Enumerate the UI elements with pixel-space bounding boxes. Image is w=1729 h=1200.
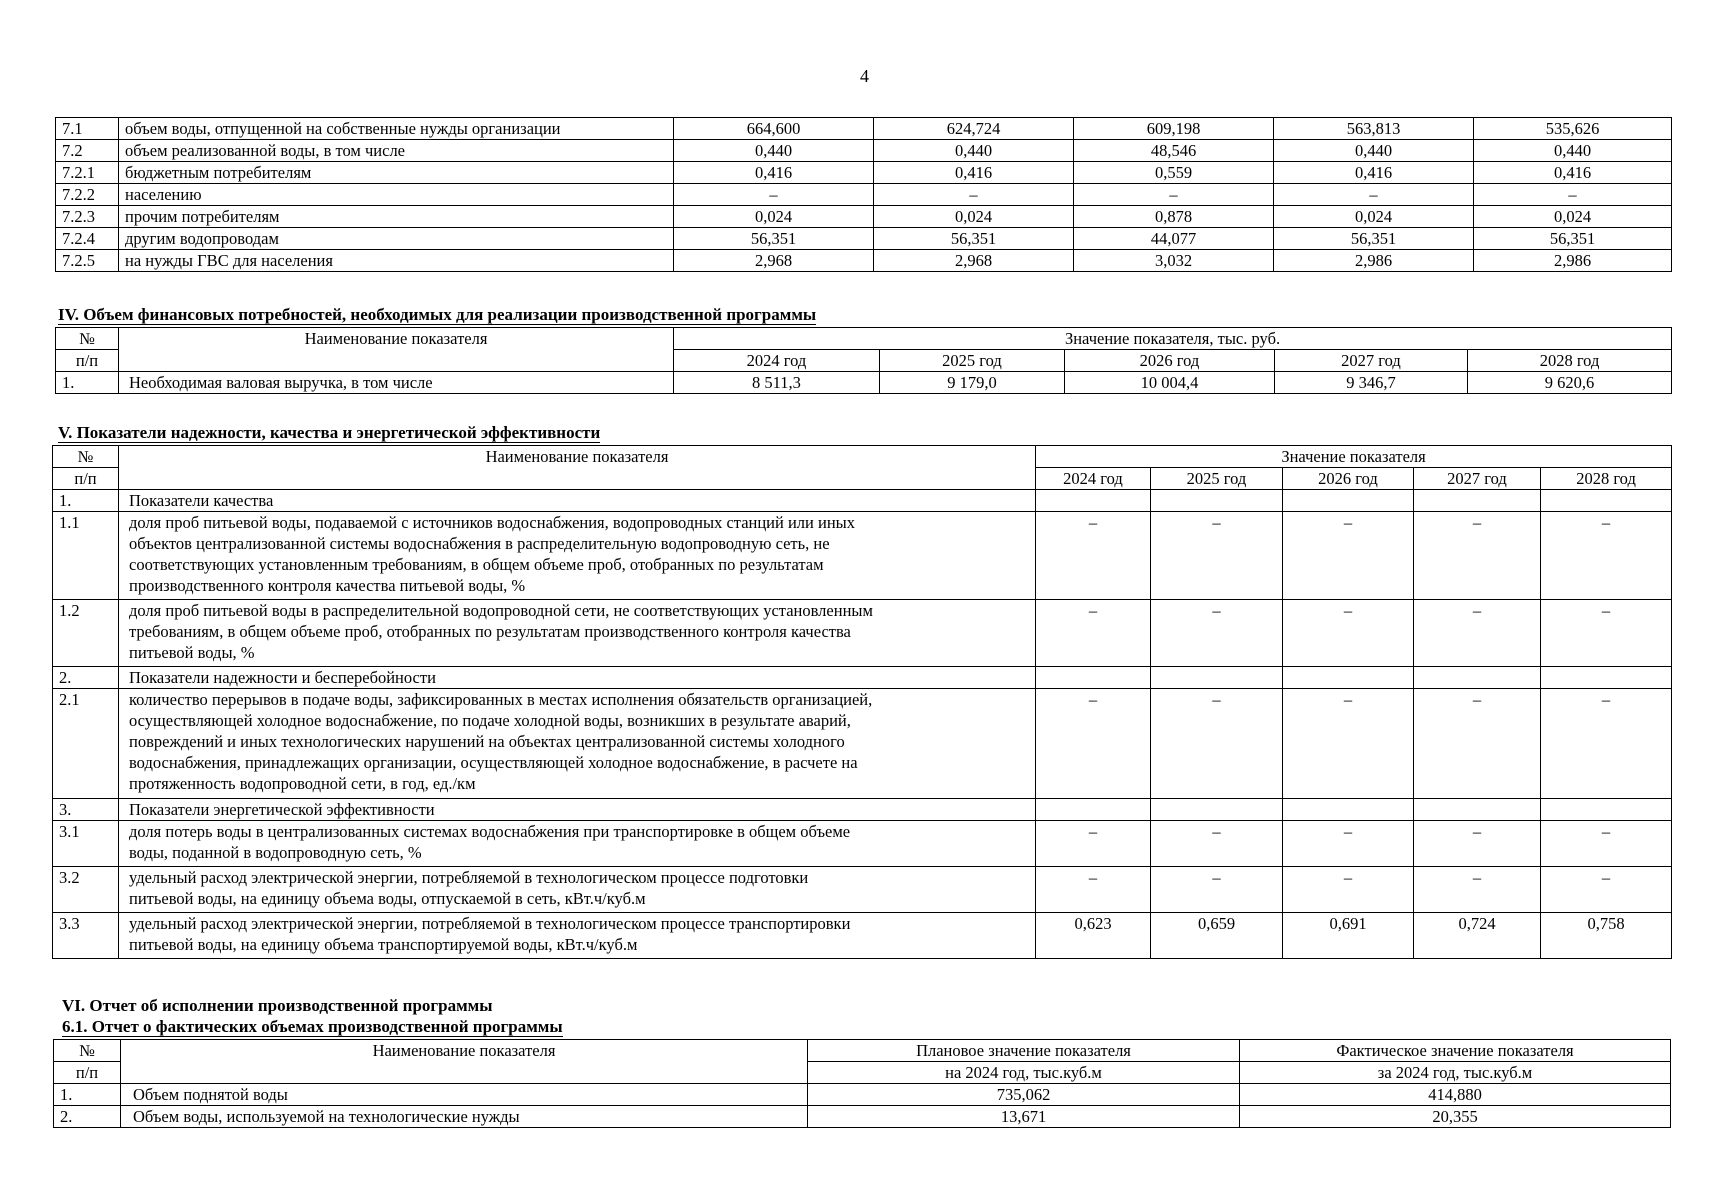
value-cell: –	[1036, 600, 1151, 667]
indicator-name: Объем воды, используемой на технологические нужды	[121, 1106, 808, 1128]
value-cell: –	[1283, 689, 1414, 799]
table-production-report	[53, 1039, 1671, 1128]
table-row	[56, 372, 1672, 394]
table-row	[56, 162, 1672, 184]
value-cell	[1414, 490, 1541, 512]
row-number: 2.1	[53, 689, 119, 799]
table-row	[53, 867, 1672, 913]
value-cell	[1283, 799, 1414, 821]
header-name: Наименование показателя	[119, 328, 674, 372]
row-number: 2.	[54, 1106, 121, 1128]
table-row	[56, 118, 1672, 140]
value-cell	[1283, 490, 1414, 512]
indicator-name: на нужды ГВС для населения	[119, 250, 674, 272]
indicator-name: другим водопроводам	[119, 228, 674, 250]
table-row	[54, 1084, 1671, 1106]
indicator-name: объем реализованной воды, в том числе	[119, 140, 674, 162]
indicator-name	[119, 799, 1036, 821]
value-cell: 44,077	[1074, 228, 1274, 250]
header-value: Значение показателя	[1036, 446, 1672, 468]
header-year: 2026 год	[1065, 350, 1275, 372]
value-cell: –	[1151, 512, 1283, 600]
table-row	[53, 913, 1672, 959]
indicator-name: объем воды, отпущенной на собственные нужды организации	[119, 118, 674, 140]
cell-text-line: доля проб питьевой воды, подаваемой с источников водоснабжения, водопроводных станций или иных	[129, 513, 855, 532]
header-year: 2027 год	[1275, 350, 1468, 372]
indicator-name: населению	[119, 184, 674, 206]
header-row	[53, 446, 1672, 468]
table-row	[56, 140, 1672, 162]
cell-text-line: объектов централизованной системы водоснабжения в распределительную водопроводную сеть, не	[129, 534, 830, 553]
cell-text-line: питьевой воды, %	[129, 643, 255, 662]
value-cell	[1541, 490, 1672, 512]
value-cell: 56,351	[1474, 228, 1672, 250]
row-number: 7.2.4	[56, 228, 119, 250]
value-cell: –	[1414, 867, 1541, 913]
header-year: 2028 год	[1541, 468, 1672, 490]
header-year: 2024 год	[674, 350, 880, 372]
section-5-block	[52, 445, 1672, 959]
value-cell: 56,351	[674, 228, 874, 250]
value-cell: 9 620,6	[1468, 372, 1672, 394]
value-cell: 0,440	[1274, 140, 1474, 162]
indicator-name	[119, 689, 1036, 799]
table-row	[56, 250, 1672, 272]
cell-text-line: соответствующих установленным требованиям, в общем объеме проб, отобранных по результатам	[129, 555, 824, 574]
value-cell: 624,724	[874, 118, 1074, 140]
value-cell: 0,440	[874, 140, 1074, 162]
value-cell: 9 346,7	[1275, 372, 1468, 394]
row-number: 1.	[53, 490, 119, 512]
section-6-title: VI. Отчет об исполнении производственной программы	[62, 996, 493, 1015]
value-cell: 0,416	[1474, 162, 1672, 184]
section-4-title: IV. Объем финансовых потребностей, необходимых для реализации производственной программы	[58, 305, 817, 324]
value-cell: –	[1151, 867, 1283, 913]
cell-text-line: производственного контроля качества питьевой воды, %	[129, 576, 526, 595]
section-6-block	[53, 1039, 1671, 1128]
value-cell: –	[1036, 867, 1151, 913]
value-cell: 563,813	[1274, 118, 1474, 140]
header-name: Наименование показателя	[121, 1040, 808, 1084]
header-year: 2028 год	[1468, 350, 1672, 372]
value-cell: 0,691	[1283, 913, 1414, 959]
indicator-name	[119, 821, 1036, 867]
cell-text-line: доля потерь воды в централизованных системах водоснабжения при транспортировке в общем объеме	[129, 822, 851, 841]
value-cell: –	[1541, 821, 1672, 867]
value-cell	[1151, 799, 1283, 821]
value-cell: –	[1414, 821, 1541, 867]
value-cell	[1541, 799, 1672, 821]
row-number: 1.1	[53, 512, 119, 600]
value-cell: 10 004,4	[1065, 372, 1275, 394]
table-row	[56, 228, 1672, 250]
value-cell: –	[1283, 867, 1414, 913]
indicator-name: прочим потребителям	[119, 206, 674, 228]
value-cell: 535,626	[1474, 118, 1672, 140]
table-water-volumes	[55, 117, 1672, 272]
indicator-name	[119, 867, 1036, 913]
value-cell: –	[1274, 184, 1474, 206]
value-cell: –	[1151, 600, 1283, 667]
value-cell: 0,440	[1474, 140, 1672, 162]
row-number: 7.2.3	[56, 206, 119, 228]
value-cell: 0,416	[874, 162, 1074, 184]
value-cell: –	[1283, 512, 1414, 600]
value-cell	[1414, 667, 1541, 689]
section-5-title: V. Показатели надежности, качества и энергетической эффективности	[58, 423, 601, 442]
table-row	[53, 512, 1672, 600]
value-cell: 0,623	[1036, 913, 1151, 959]
cell-text-line: питьевой воды, на единицу объема транспортируемой воды, кВт.ч/куб.м	[129, 935, 638, 954]
cell-text-line: количество перерывов в подаче воды, зафиксированных в местах исполнения обязательств организацией,	[129, 690, 873, 709]
value-cell: –	[1541, 689, 1672, 799]
fact-value: 414,880	[1240, 1084, 1671, 1106]
indicator-name	[119, 667, 1036, 689]
value-cell: 2,986	[1474, 250, 1672, 272]
header-num-2: п/п	[54, 1062, 121, 1084]
row-number: 2.	[53, 667, 119, 689]
value-cell: –	[874, 184, 1074, 206]
table-row	[53, 667, 1672, 689]
header-year: 2025 год	[880, 350, 1065, 372]
value-cell: –	[1414, 512, 1541, 600]
header-num: №	[54, 1040, 121, 1062]
value-cell: –	[674, 184, 874, 206]
value-cell: –	[1151, 821, 1283, 867]
indicator-name	[119, 490, 1036, 512]
header-fact-2: за 2024 год, тыс.куб.м	[1240, 1062, 1671, 1084]
header-row	[56, 328, 1672, 350]
header-year: 2026 год	[1283, 468, 1414, 490]
header-num: №	[53, 446, 119, 468]
header-fact: Фактическое значение показателя	[1240, 1040, 1671, 1062]
row-number: 7.2.1	[56, 162, 119, 184]
value-cell: –	[1414, 600, 1541, 667]
table-financial-needs	[55, 327, 1672, 394]
value-cell	[1036, 799, 1151, 821]
value-cell: 2,968	[874, 250, 1074, 272]
value-cell: 2,968	[674, 250, 874, 272]
cell-text-line: повреждений и иных технологических нарушений на объектах централизованной системы холодного	[129, 732, 845, 751]
value-cell: 0,724	[1414, 913, 1541, 959]
value-cell: 3,032	[1074, 250, 1274, 272]
value-cell: –	[1151, 689, 1283, 799]
table-row	[53, 799, 1672, 821]
value-cell: –	[1074, 184, 1274, 206]
cell-text-line: удельный расход электрической энергии, потребляемой в технологическом процессе подготовки	[129, 868, 809, 887]
header-name: Наименование показателя	[119, 446, 1036, 490]
value-cell: –	[1541, 867, 1672, 913]
header-value: Значение показателя, тыс. руб.	[674, 328, 1672, 350]
value-cell: –	[1036, 821, 1151, 867]
value-cell: 56,351	[874, 228, 1074, 250]
cell-text-line: Показатели надежности и бесперебойности	[129, 668, 436, 687]
row-number: 3.1	[53, 821, 119, 867]
value-cell: 0,416	[1274, 162, 1474, 184]
header-num-2: п/п	[53, 468, 119, 490]
table-row	[53, 821, 1672, 867]
value-cell: 0,416	[674, 162, 874, 184]
value-cell: –	[1541, 600, 1672, 667]
row-number: 7.2	[56, 140, 119, 162]
row-number: 3.	[53, 799, 119, 821]
value-cell: 0,440	[674, 140, 874, 162]
value-cell: 0,024	[674, 206, 874, 228]
row-number: 1.	[56, 372, 119, 394]
value-cell	[1151, 490, 1283, 512]
row-number: 7.2.5	[56, 250, 119, 272]
value-cell: 2,986	[1274, 250, 1474, 272]
indicator-name: Объем поднятой воды	[121, 1084, 808, 1106]
header-plan-2: на 2024 год, тыс.куб.м	[808, 1062, 1240, 1084]
indicator-name	[119, 913, 1036, 959]
table-row	[56, 206, 1672, 228]
table-row	[54, 1106, 1671, 1128]
value-cell: –	[1541, 512, 1672, 600]
value-cell: 0,559	[1074, 162, 1274, 184]
value-cell: 664,600	[674, 118, 874, 140]
table-row	[53, 689, 1672, 799]
value-cell	[1151, 667, 1283, 689]
row-number: 3.3	[53, 913, 119, 959]
value-cell: 0,878	[1074, 206, 1274, 228]
cell-text-line: питьевой воды, на единицу объема воды, отпускаемой в сеть, кВт.ч/куб.м	[129, 889, 646, 908]
table-reliability-indicators	[52, 445, 1672, 959]
cell-text-line: воды, поданной в водопроводную сеть, %	[129, 843, 422, 862]
plan-value: 735,062	[808, 1084, 1240, 1106]
value-cell: 0,659	[1151, 913, 1283, 959]
section-4-block	[55, 327, 1672, 394]
value-cell: 48,546	[1074, 140, 1274, 162]
value-cell: 8 511,3	[674, 372, 880, 394]
value-cell: 0,024	[1274, 206, 1474, 228]
header-year: 2027 год	[1414, 468, 1541, 490]
header-num: №	[56, 328, 119, 350]
value-cell: 0,758	[1541, 913, 1672, 959]
fact-value: 20,355	[1240, 1106, 1671, 1128]
value-cell: –	[1414, 689, 1541, 799]
plan-value: 13,671	[808, 1106, 1240, 1128]
table-row	[56, 184, 1672, 206]
table-row	[53, 600, 1672, 667]
indicator-name	[119, 512, 1036, 600]
value-cell: –	[1283, 600, 1414, 667]
header-num-2: п/п	[56, 350, 119, 372]
cell-text-line: протяженность водопроводной сети, в год, ед./км	[129, 774, 476, 793]
value-cell	[1036, 667, 1151, 689]
value-cell: –	[1283, 821, 1414, 867]
value-cell	[1541, 667, 1672, 689]
section-6-subtitle: 6.1. Отчет о фактических объемах производственной программы	[62, 1017, 563, 1036]
table-row	[53, 490, 1672, 512]
header-year: 2025 год	[1151, 468, 1283, 490]
header-year: 2024 год	[1036, 468, 1151, 490]
value-cell: 56,351	[1274, 228, 1474, 250]
value-cell: 0,024	[874, 206, 1074, 228]
cell-text-line: доля проб питьевой воды в распределительной водопроводной сети, не соответствующих установленным	[129, 601, 873, 620]
row-number: 7.2.2	[56, 184, 119, 206]
cell-text-line: удельный расход электрической энергии, потребляемой в технологическом процессе транспортировки	[129, 914, 851, 933]
value-cell: –	[1474, 184, 1672, 206]
indicator-name: Необходимая валовая выручка, в том числе	[119, 372, 674, 394]
table-top-block	[55, 117, 1672, 272]
value-cell: –	[1036, 689, 1151, 799]
row-number: 7.1	[56, 118, 119, 140]
cell-text-line: водоснабжения, принадлежащих организации, осуществляющей холодное водоснабжение, в расчете на	[129, 753, 858, 772]
row-number: 1.	[54, 1084, 121, 1106]
value-cell	[1036, 490, 1151, 512]
value-cell: 609,198	[1074, 118, 1274, 140]
row-number: 3.2	[53, 867, 119, 913]
value-cell	[1414, 799, 1541, 821]
value-cell: 9 179,0	[880, 372, 1065, 394]
row-number: 1.2	[53, 600, 119, 667]
cell-text-line: требованиям, в общем объеме проб, отобранных по результатам производственного контроля качества	[129, 622, 851, 641]
cell-text-line: осуществляющей холодное водоснабжение, по подаче холодной воды, возникших в результате аварий,	[129, 711, 851, 730]
indicator-name	[119, 600, 1036, 667]
cell-text-line: Показатели энергетической эффективности	[129, 800, 435, 819]
header-row	[54, 1040, 1671, 1062]
cell-text-line: Показатели качества	[129, 491, 274, 510]
value-cell: 0,024	[1474, 206, 1672, 228]
value-cell: –	[1036, 512, 1151, 600]
value-cell	[1283, 667, 1414, 689]
page-number: 4	[860, 66, 869, 86]
indicator-name: бюджетным потребителям	[119, 162, 674, 184]
header-plan: Плановое значение показателя	[808, 1040, 1240, 1062]
